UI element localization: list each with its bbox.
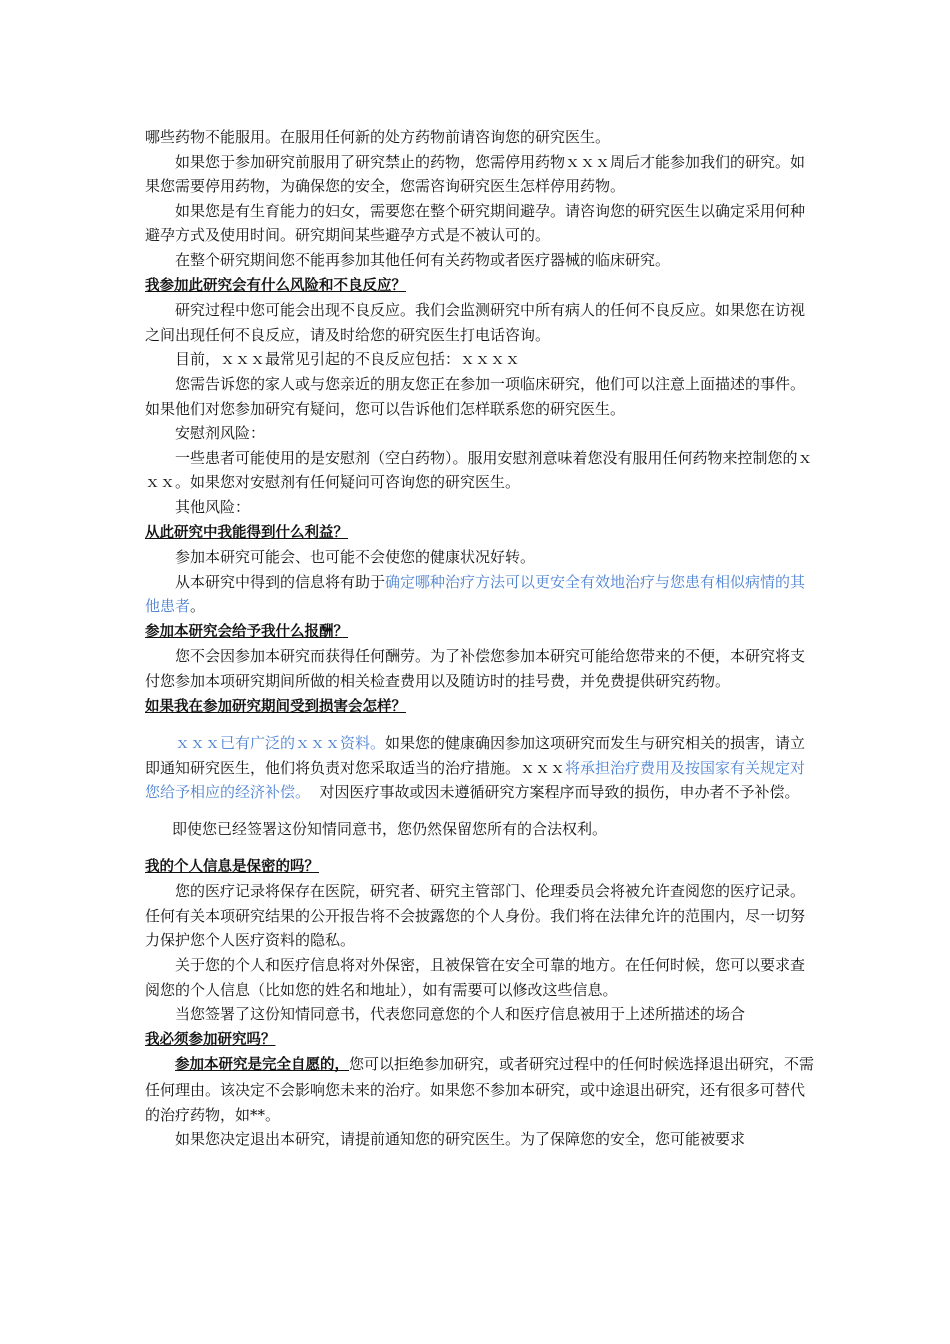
paragraph: 一些患者可能使用的是安慰剂（空白药物）。服用安慰剂意味着您没有服用任何药物来控制您的ｘｘｘ。如果您对安慰剂有任何疑问可咨询您的研究医生。: [145, 448, 813, 492]
paragraph: 在整个研究期间您不能再参加其他任何有关药物或者医疗器械的临床研究。: [175, 250, 671, 269]
paragraph: 研究过程中您可能会出现不良反应。我们会监测研究中所有病人的任何不良反应。如果您在访视之间出现任何不良反应，请及时给您的研究医生打电话咨询。: [145, 301, 806, 344]
paragraph: 即使您已经签署这份知情同意书，您仍然保留您所有的合法权利。: [172, 820, 608, 839]
spacer: [145, 842, 815, 854]
paragraph: 如果您决定退出本研究，请提前通知您的研究医生。为了保障您的安全，您可能被要求: [175, 1130, 746, 1149]
paragraph: 当您签署了这份知情同意书，代表您同意您的个人和医疗信息被用于上述所描述的场合: [175, 1005, 746, 1024]
paragraph: ｘｘｘ已有广泛的ｘｘｘ资料。如果您的健康确因参加这项研究而发生与研究相关的损害，请立即通知研究医生，他们将负责对您采取适当的治疗措施。ｘｘｘ将承担治疗费用及按国家有关规定对您给予相应的经济补偿。 对因医疗事故或因未遵循研究方案程序而导致的损伤，申办者不予补偿。: [145, 734, 806, 802]
section-heading-compensation: 参加本研究会给予我什么报酬？: [145, 623, 348, 640]
section-heading-risks: 我参加此研究会有什么风险和不良反应？: [145, 277, 406, 294]
spacer: [145, 719, 815, 731]
paragraph: 您的医疗记录将保存在医院，研究者、研究主管部门、伦理委员会将被允许查阅您的医疗记录。任何有关本项研究结果的公开报告将不会披露您的个人身份。我们将在法律允许的范围内，尽一切努力保护您个人医疗资料的隐私。: [145, 882, 806, 950]
highlighted-text: 将承担治疗费用及按国家有关规定对您给予相应的经济补偿。: [145, 758, 806, 802]
highlighted-text: ｘｘｘ已有广泛的ｘｘｘ资料。: [175, 734, 386, 753]
paragraph: 如果您是有生育能力的妇女，需要您在整个研究期间避孕。请咨询您的研究医生以确定采用何种避孕方式及使用时间。研究期间某些避孕方式是不被认可的。: [145, 201, 806, 245]
paragraph: 目前，ｘｘｘ最常见引起的不良反应包括：ｘｘｘｘ: [175, 350, 521, 369]
paragraph: 参加本研究可能会、也可能不会使您的健康状况好转。: [175, 548, 536, 567]
spacer: [145, 805, 815, 817]
section-heading-benefits: 从此研究中我能得到什么利益？: [145, 524, 348, 541]
section-heading-injury: 如果我在参加研究期间受到损害会怎样？: [145, 698, 406, 715]
document-body: [145, 125, 815, 1152]
paragraph: 哪些药物不能服用。在服用任何新的处方药物前请咨询您的研究医生。: [145, 128, 611, 146]
emphasis-text: 参加本研究是完全自愿的，: [175, 1057, 349, 1074]
paragraph: 如果您于参加研究前服用了研究禁止的药物，您需停用药物ｘｘｘ周后才能参加我们的研究。如果您需要停用药物，为确保您的安全，您需咨询研究医生怎样停用药物。: [145, 152, 806, 196]
paragraph: 参加本研究是完全自愿的，您可以拒绝参加研究，或者研究过程中的任何时候选择退出研究，不需任何理由。该决定不会影响您未来的治疗。如果您不参加本研究，或中途退出研究，还有很多可替代的治疗药物，如**。: [145, 1055, 815, 1124]
paragraph: 安慰剂风险：: [175, 424, 266, 443]
highlighted-text: 确定哪种治疗方法可以更安全有效地治疗与您患有相似病情的其他患者: [145, 572, 806, 616]
paragraph: 其他风险：: [175, 497, 251, 516]
paragraph: 您不会因参加本研究而获得任何酬劳。为了补偿您参加本研究可能给您带来的不便，本研究将支付您参加本项研究期间所做的相关检查费用以及随访时的挂号费，并免费提供研究药物。: [145, 647, 806, 691]
paragraph: 从本研究中得到的信息将有助于确定哪种治疗方法可以更安全有效地治疗与您患有相似病情的其他患者。: [145, 572, 806, 616]
section-heading-voluntary: 我必须参加研究吗？: [145, 1031, 276, 1048]
section-heading-privacy: 我的个人信息是保密的吗？: [145, 858, 319, 875]
paragraph: 您需告诉您的家人或与您亲近的朋友您正在参加一项临床研究，他们可以注意上面描述的事件。如果他们对您参加研究有疑问，您可以告诉他们怎样联系您的研究医生。: [145, 374, 806, 418]
paragraph: 关于您的个人和医疗信息将对外保密，且被保管在安全可靠的地方。在任何时候，您可以要求查阅您的个人信息（比如您的姓名和地址），如有需要可以修改这些信息。: [145, 956, 806, 999]
